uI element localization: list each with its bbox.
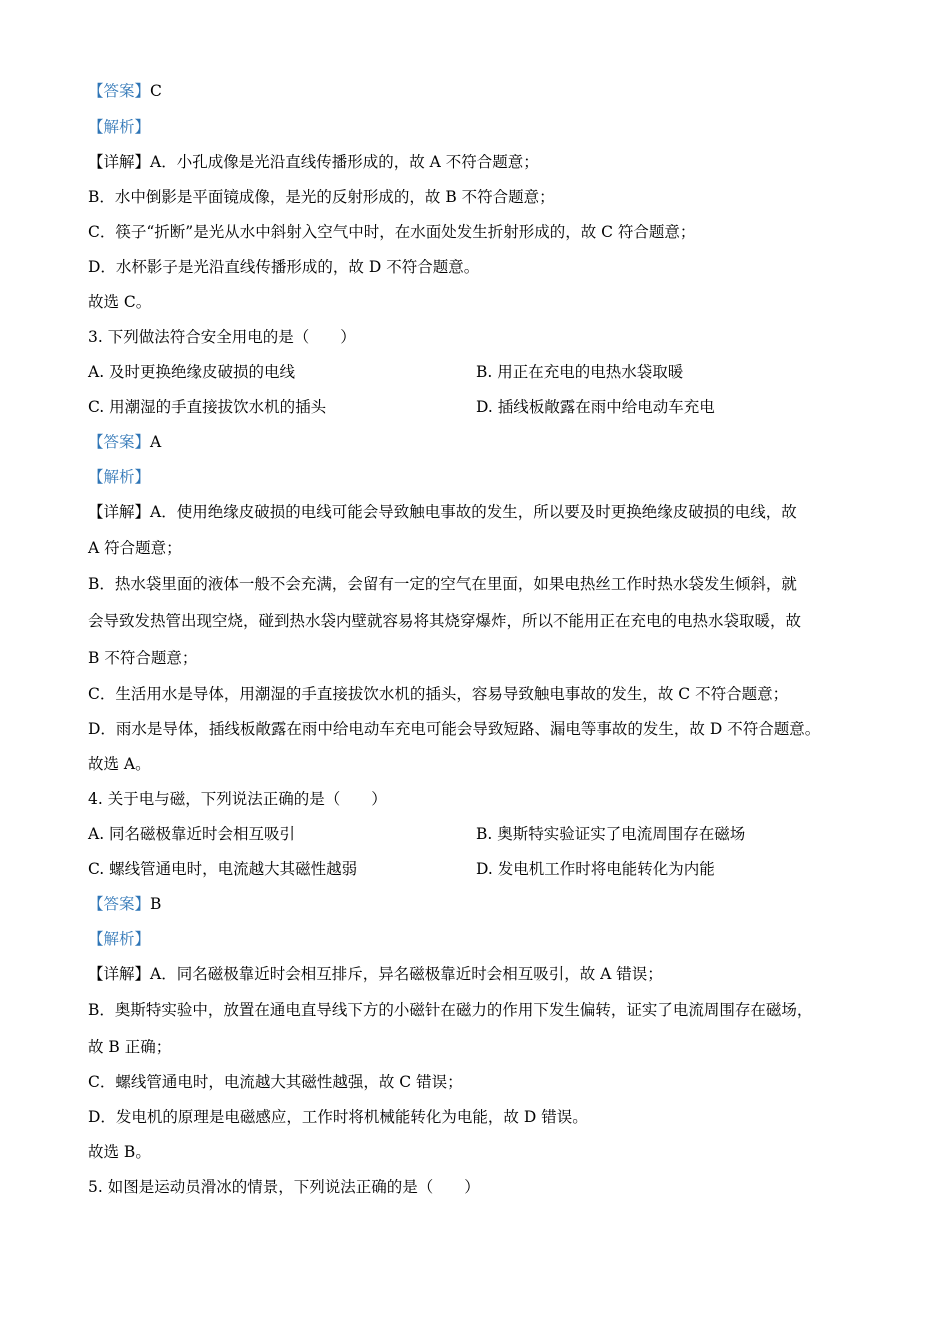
- detail-line: 会导致发热管出现空烧，碰到热水袋内壁就容易将其烧穿爆炸，所以不能用正在充电的电热水袋取暖，故: [88, 612, 802, 630]
- detail-line: B．水中倒影是平面镜成像，是光的反射形成的，故 B 不符合题意；: [88, 188, 555, 206]
- question-3: 3. 下列做法符合安全用电的是（ ）: [88, 328, 356, 346]
- option-d: D. 插线板敞露在雨中给电动车充电: [476, 398, 715, 416]
- question-4: 4. 关于电与磁，下列说法正确的是（ ）: [88, 790, 387, 808]
- detail-text: A．小孔成像是光沿直线传播形成的，故 A 不符合题意；: [150, 153, 539, 171]
- analysis-tag: 【解析】: [88, 930, 151, 948]
- detail-tag: 【详解】: [88, 153, 151, 171]
- answer-tag: 【答案】: [88, 433, 151, 451]
- detail-line: D．雨水是导体，插线板敞露在雨中给电动车充电可能会导致短路、漏电等事故的发生，故 D 不符合题意。: [88, 720, 821, 738]
- analysis-tag: 【解析】: [88, 468, 151, 486]
- detail-text: A．同名磁极靠近时会相互排斥，异名磁极靠近时会相互吸引，故 A 错误；: [150, 965, 663, 983]
- detail-line: B 不符合题意；: [88, 649, 198, 667]
- detail-text: A．使用绝缘皮破损的电线可能会导致触电事故的发生，所以要及时更换绝缘皮破损的电线，故: [150, 503, 797, 521]
- detail-line: [88, 964, 663, 984]
- answer-tag: 【答案】: [88, 82, 151, 100]
- option-a: A. 同名磁极靠近时会相互吸引: [88, 825, 296, 843]
- answer-value: C: [150, 82, 162, 100]
- detail-line: C．螺线管通电时，电流越大其磁性越强，故 C 错误；: [88, 1073, 463, 1091]
- option-b: B. 用正在充电的电热水袋取暖: [476, 363, 684, 381]
- answer-value: A: [150, 433, 162, 451]
- option-d: D. 发电机工作时将电能转化为内能: [476, 860, 715, 878]
- option-c: C. 用潮湿的手直接拔饮水机的插头: [88, 398, 327, 416]
- detail-line: [88, 152, 539, 172]
- detail-tag: 【详解】: [88, 965, 151, 983]
- answer-line: [88, 81, 162, 101]
- conclusion-line: 故选 C。: [88, 293, 152, 311]
- answer-tag: 【答案】: [88, 895, 151, 913]
- analysis-tag: 【解析】: [88, 118, 151, 136]
- detail-line: D．水杯影子是光沿直线传播形成的，故 D 不符合题意。: [88, 258, 480, 276]
- answer-line: [88, 432, 161, 452]
- option-c: C. 螺线管通电时，电流越大其磁性越弱: [88, 860, 358, 878]
- option-b: B. 奥斯特实验证实了电流周围存在磁场: [476, 825, 746, 843]
- question-5: 5. 如图是运动员滑冰的情景，下列说法正确的是（ ）: [88, 1178, 480, 1196]
- detail-line: [88, 502, 797, 522]
- answer-line: [88, 894, 161, 914]
- detail-line: B．热水袋里面的液体一般不会充满，会留有一定的空气在里面，如果电热丝工作时热水袋发生倾斜，就: [88, 575, 797, 593]
- conclusion-line: 故选 A。: [88, 755, 151, 773]
- detail-line: 故 B 正确；: [88, 1038, 172, 1056]
- detail-line: B．奥斯特实验中，放置在通电直导线下方的小磁针在磁力的作用下发生偏转，证实了电流周围存在磁场，: [88, 1001, 813, 1019]
- detail-line: D．发电机的原理是电磁感应，工作时将机械能转化为电能，故 D 错误。: [88, 1108, 588, 1126]
- detail-line: A 符合题意；: [88, 539, 182, 557]
- detail-line: C．生活用水是导体，用潮湿的手直接拔饮水机的插头，容易导致触电事故的发生，故 C 不符合题意；: [88, 685, 789, 703]
- detail-tag: 【详解】: [88, 503, 151, 521]
- conclusion-line: 故选 B。: [88, 1143, 151, 1161]
- option-a: A. 及时更换绝缘皮破损的电线: [88, 363, 296, 381]
- detail-line: C．筷子“折断”是光从水中斜射入空气中时，在水面处发生折射形成的，故 C 符合题意；: [88, 223, 696, 241]
- answer-value: B: [150, 895, 162, 913]
